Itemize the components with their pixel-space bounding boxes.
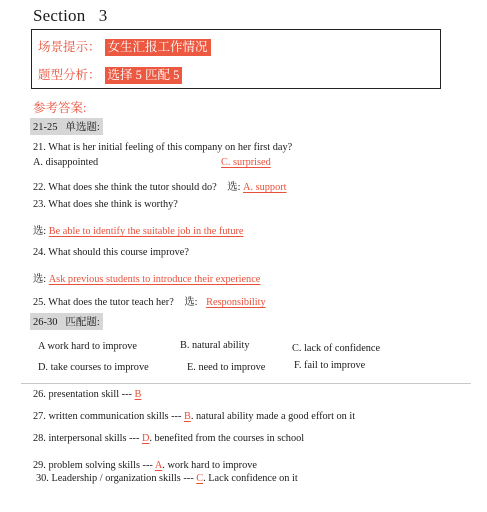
q24-text: 24. What should this course improve? [33, 247, 189, 258]
q28-rest: . benefited from the courses in school [149, 433, 305, 444]
q29-text: 29. problem solving skills --- [33, 460, 153, 471]
divider [21, 383, 471, 384]
q30-rest: . Lack confidence on it [203, 473, 298, 484]
q24-row [33, 270, 260, 285]
option-c: C. lack of confidence [292, 343, 381, 354]
q25-answer: Responsibility [206, 297, 266, 308]
q27-row [33, 411, 355, 422]
q30-answer: C [196, 473, 204, 484]
option-b: B. natural ability [180, 340, 250, 351]
q28-text: 28. interpersonal skills --- [33, 433, 140, 444]
option-d: D. take courses to improve [38, 362, 149, 373]
part1-header: 21-25 单选题: [30, 118, 103, 135]
q21-answer: C. surprised [221, 157, 271, 168]
scene-value: 女生汇报工作情况 [105, 39, 211, 56]
option-f: F. fail to improve [294, 360, 366, 371]
scene-label: 场景提示： [38, 40, 101, 54]
q22-choose-label: 选: [227, 182, 241, 193]
q27-answer: B [184, 411, 191, 422]
option-e: E. need to improve [187, 362, 266, 373]
q30-text: 30. Leadership / organization skills --- [36, 473, 194, 484]
q25-text: 25. What does the tutor teach her? [33, 297, 174, 308]
q23-answer: Be able to identify the suitable job in the future [48, 226, 244, 237]
q24-answer: Ask previous students to introduce their experience [48, 274, 261, 285]
q24-choose-label: 选: [33, 274, 47, 285]
q22-text: 22. What does she think the tutor should do? [33, 182, 217, 193]
analysis-row [38, 65, 182, 84]
q27-text: 27. written communication skills --- [33, 411, 182, 422]
q23-text: 23. What does she think is worthy? [33, 199, 178, 210]
q30-row [36, 473, 298, 484]
q29-row [33, 460, 257, 471]
part2-header: 26-30 匹配题: [30, 313, 103, 330]
option-a: A work hard to improve [38, 341, 137, 352]
q21-text: 21. What is her initial feeling of this company on her first day? [33, 142, 293, 153]
q29-rest: . work hard to improve [162, 460, 257, 471]
section-title: Section 3 [33, 6, 108, 25]
q26-row [33, 389, 141, 400]
q25-choose-label: 选: [184, 297, 198, 308]
q27-rest: . natural ability made a good effort on it [190, 411, 356, 422]
q22-row [33, 178, 287, 193]
scene-row [38, 37, 211, 56]
q25-row [33, 293, 266, 308]
reference-heading: 参考答案: [33, 101, 87, 115]
q23-row [33, 222, 243, 237]
analysis-label: 题型分析： [38, 68, 101, 82]
q22-answer: A. support [243, 182, 287, 193]
q26-answer: B [134, 389, 142, 400]
q26-text: 26. presentation skill --- [33, 389, 132, 400]
q28-row [33, 433, 304, 444]
q29-answer: A [154, 460, 163, 471]
q28-answer: D [141, 433, 150, 444]
q23-choose-label: 选: [33, 226, 47, 237]
analysis-value: 选择 5 匹配 5 [105, 67, 183, 84]
q21-option-a: A. disappointed [33, 157, 99, 168]
